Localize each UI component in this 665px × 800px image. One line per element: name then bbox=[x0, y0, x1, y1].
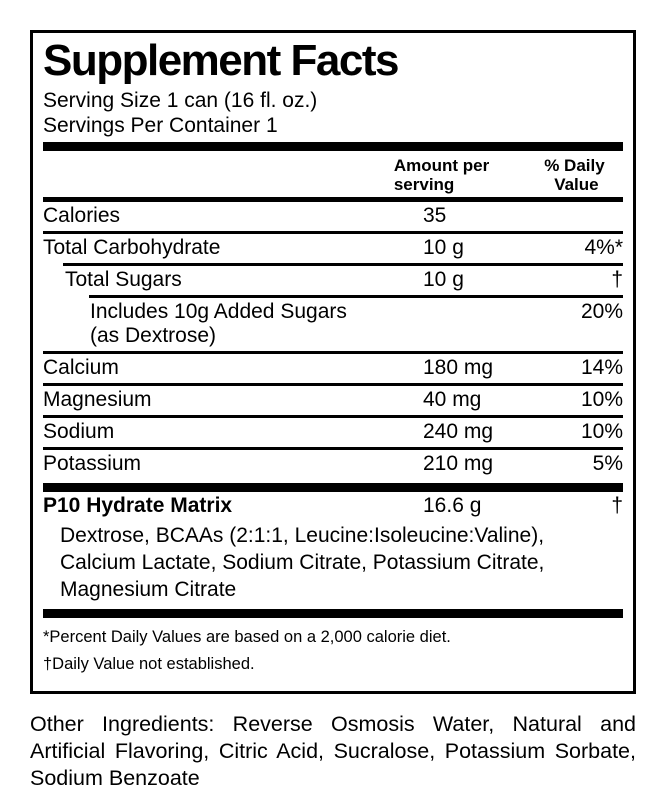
row-calories bbox=[43, 202, 623, 231]
matrix-description-line: Calcium Lactate, Sodium Citrate, Potassium Citrate, bbox=[60, 550, 545, 574]
blend-amount: 16.6 g bbox=[423, 493, 482, 517]
nutrient-amount: 180 mg bbox=[423, 355, 494, 379]
nutrient-daily-value: 5% bbox=[592, 451, 623, 475]
servings-per-container-line: Servings Per Container 1 bbox=[43, 113, 278, 137]
thick-rule-above-footnotes bbox=[43, 609, 623, 618]
thick-rule-top bbox=[43, 142, 623, 151]
nutrient-name: Potassium bbox=[43, 451, 142, 475]
nutrient-amount: 40 mg bbox=[423, 387, 482, 411]
matrix-description bbox=[43, 522, 623, 603]
added-sugars-line-2: (as Dextrose) bbox=[90, 323, 217, 347]
matrix-description-line: Magnesium Citrate bbox=[60, 577, 237, 601]
footnote-daily-value-basis: *Percent Daily Values are based on a 2,000 calorie diet. bbox=[43, 627, 451, 646]
nutrient-daily-value: 20% bbox=[580, 299, 623, 323]
blend-daily-value: † bbox=[611, 493, 623, 517]
supplement-facts-label bbox=[30, 30, 636, 694]
header-amount-per-serving-label: Amount per serving bbox=[393, 155, 490, 194]
column-header-row bbox=[43, 151, 623, 197]
nutrient-name: Total Carbohydrate bbox=[43, 235, 221, 259]
nutrient-amount bbox=[423, 300, 523, 348]
nutrient-name: Calcium bbox=[43, 355, 119, 379]
nutrient-amount: 10 g bbox=[423, 267, 464, 291]
blend-name: P10 Hydrate Matrix bbox=[43, 493, 233, 517]
nutrient-name: Magnesium bbox=[43, 387, 152, 411]
row-total-carbohydrate bbox=[43, 234, 623, 263]
nutrient-daily-value bbox=[523, 204, 623, 228]
row-potassium bbox=[43, 450, 623, 479]
nutrient-name: Calories bbox=[43, 203, 121, 227]
nutrient-name: Total Sugars bbox=[65, 267, 182, 291]
nutrient-daily-value: 10% bbox=[580, 419, 623, 443]
footnotes bbox=[43, 618, 623, 683]
facts-title: Supplement Facts bbox=[43, 36, 398, 85]
row-added-sugars bbox=[43, 298, 623, 351]
nutrient-daily-value: 10% bbox=[580, 387, 623, 411]
nutrient-name: Sodium bbox=[43, 419, 115, 443]
footnote-dv-not-established: †Daily Value not established. bbox=[43, 654, 255, 673]
row-p10-hydrate-matrix bbox=[43, 492, 623, 521]
serving-size-line: Serving Size 1 can (16 fl. oz.) bbox=[43, 88, 318, 112]
row-calcium bbox=[43, 354, 623, 383]
row-sodium bbox=[43, 418, 623, 447]
nutrient-amount: 210 mg bbox=[423, 451, 494, 475]
matrix-description-line: Dextrose, BCAAs (2:1:1, Leucine:Isoleucine:Valine), bbox=[60, 523, 545, 547]
header-percent-daily-value-label: % Daily Value bbox=[544, 155, 605, 194]
nutrient-amount: 10 g bbox=[423, 235, 464, 259]
row-magnesium bbox=[43, 386, 623, 415]
row-total-sugars bbox=[43, 266, 623, 295]
nutrient-name bbox=[43, 300, 423, 348]
nutrient-daily-value: 4%* bbox=[584, 235, 623, 259]
nutrient-amount: 35 bbox=[423, 203, 447, 227]
nutrient-amount: 240 mg bbox=[423, 419, 494, 443]
nutrient-daily-value: † bbox=[611, 267, 623, 291]
other-ingredients-text: Other Ingredients: Reverse Osmosis Water, Natural and Artificial Flavoring, Citric Acid, Sucralose, Potassium Sorbate, Sodium Benzoate bbox=[30, 711, 636, 790]
nutrient-daily-value: 14% bbox=[580, 355, 623, 379]
added-sugars-line-1: Includes 10g Added Sugars bbox=[90, 299, 347, 323]
column-header-spacer bbox=[43, 156, 394, 194]
thick-rule-above-matrix bbox=[43, 483, 623, 492]
